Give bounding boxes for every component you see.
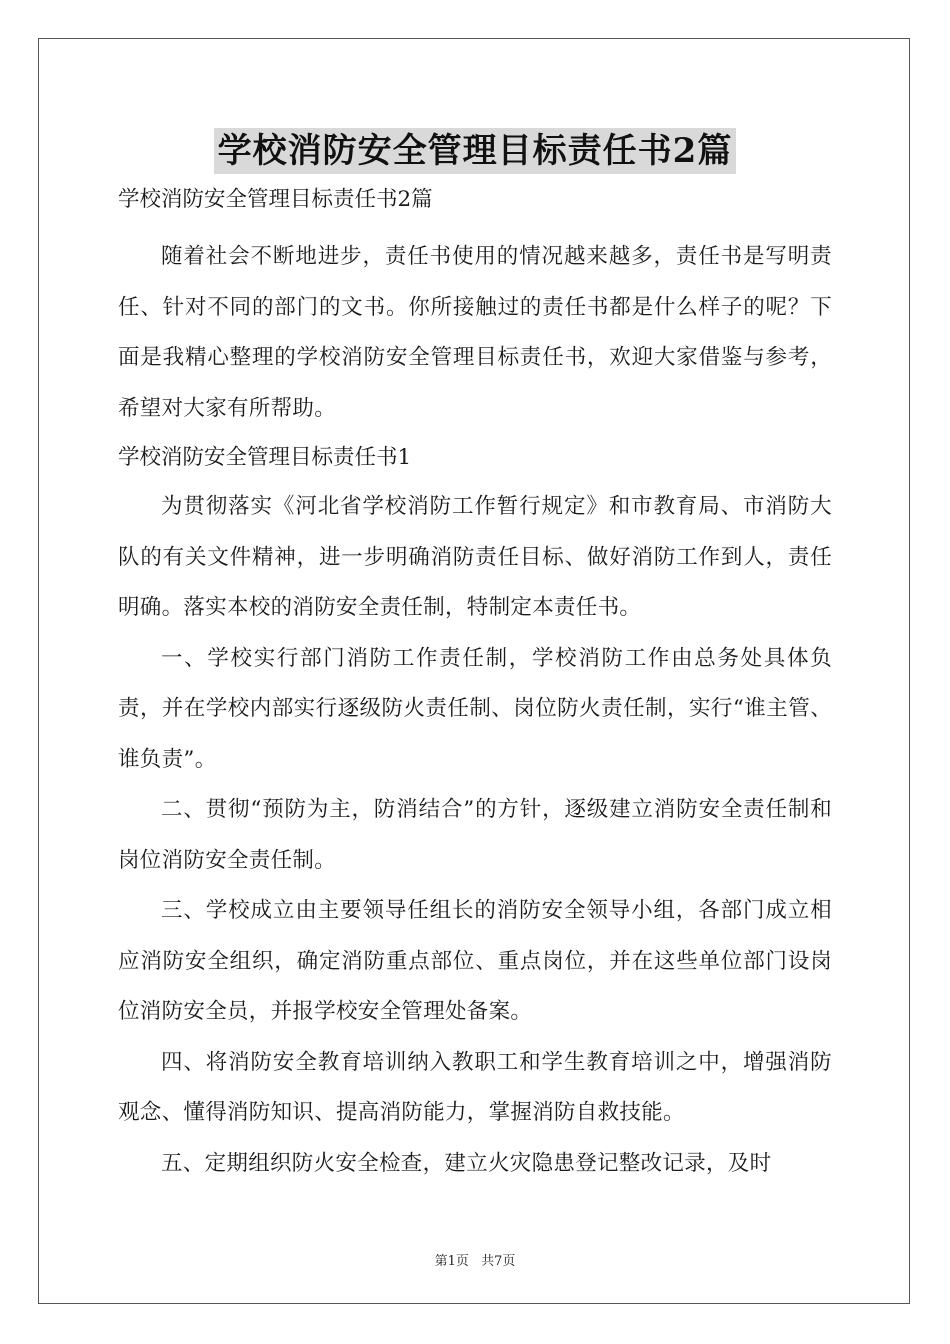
title-container [0, 128, 950, 174]
page-footer [0, 1250, 950, 1269]
body-paragraph-2: 二、贯彻“预防为主，防消结合”的方针，逐级建立消防安全责任制和岗位消防安全责任制。 [118, 797, 832, 873]
page-number: 第1页 [434, 1254, 469, 1269]
document-title: 学校消防安全管理目标责任书2篇 [214, 128, 737, 174]
page-total: 共7页 [481, 1254, 516, 1269]
section-heading: 学校消防安全管理目标责任书1 [118, 445, 412, 470]
body-paragraph-5: 五、定期组织防火安全检查，建立火灾隐患登记整改记录，及时 [161, 1150, 772, 1176]
body-paragraph-4: 四、将消防安全教育培训纳入教职工和学生教育培训之中，增强消防观念、懂得消防知识、提高消防能力，掌握消防自救技能。 [118, 1049, 832, 1125]
body-paragraph-3: 三、学校成立由主要领导任组长的消防安全领导小组，各部门成立相应消防安全组织，确定消防重点部位、重点岗位，并在这些单位部门设岗位消防安全员，并报学校安全管理处备案。 [118, 898, 832, 1024]
intro-paragraph: 随着社会不断地进步，责任书使用的情况越来越多，责任书是写明责任、针对不同的部门的文书。你所接触过的责任书都是什么样子的呢？下面是我精心整理的学校消防安全管理目标责任书，欢迎大家借鉴与参考，希望对大家有所帮助。 [118, 244, 832, 421]
document-body [118, 176, 832, 1189]
body-paragraph-1: 一、学校实行部门消防工作责任制，学校消防工作由总务处具体负责，并在学校内部实行逐级防火责任制、岗位防火责任制，实行“谁主管、谁负责”。 [118, 645, 832, 772]
body-paragraph-0: 为贯彻落实《河北省学校消防工作暂行规定》和市教育局、市消防大队的有关文件精神，进一步明确消防责任目标、做好消防工作到人，责任明确。落实本校的消防安全责任制，特制定本责任书。 [118, 494, 832, 620]
subtitle-line: 学校消防安全管理目标责任书2篇 [118, 187, 433, 212]
